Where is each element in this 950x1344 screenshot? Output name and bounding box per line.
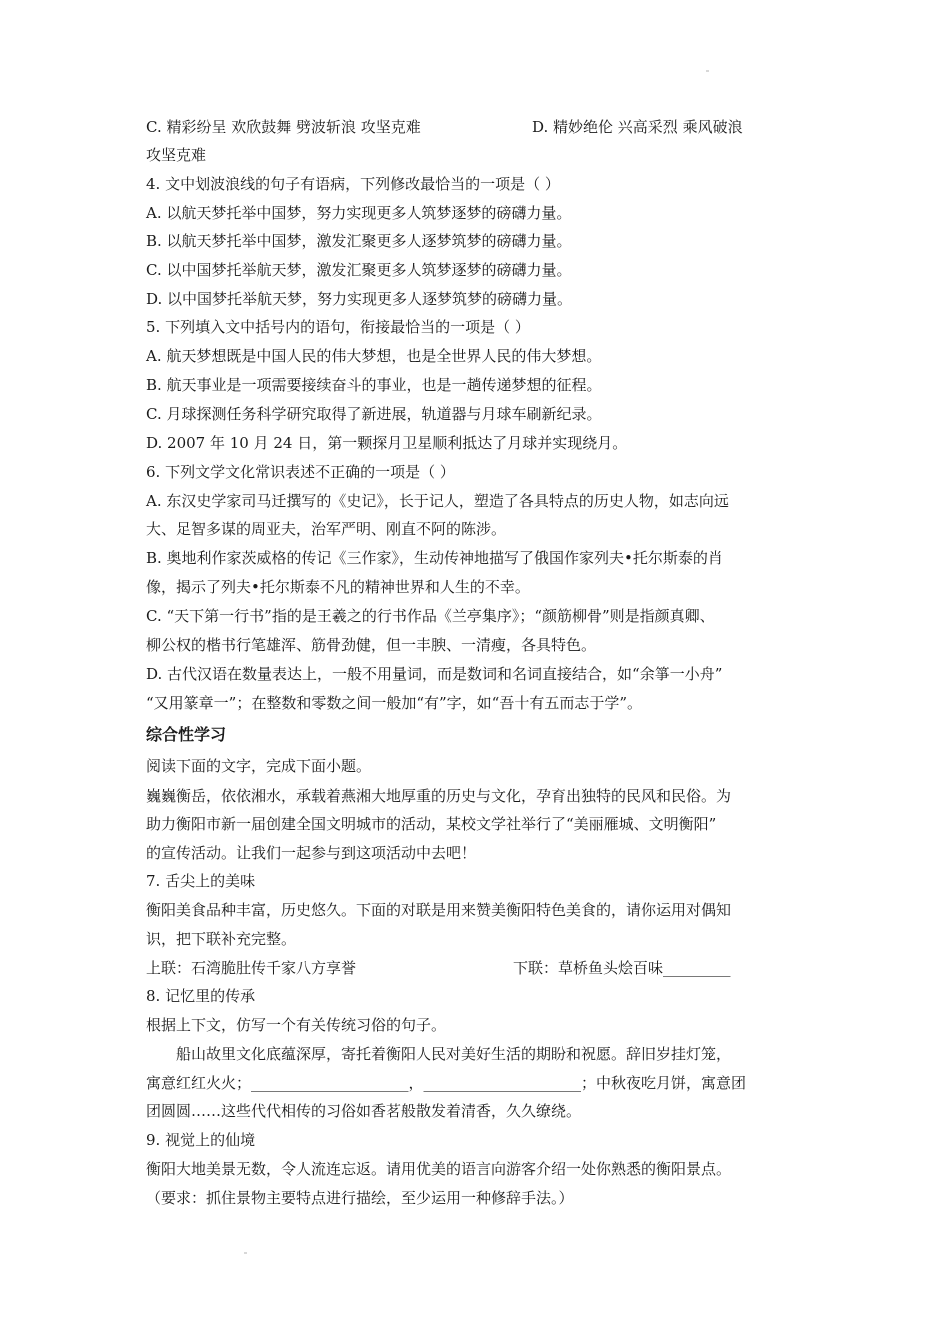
question-4-option-c: C. 以中国梦托举航天梦，激发汇聚更多人筑梦逐梦的磅礴力量。 bbox=[146, 261, 572, 279]
question-5-option-d: D. 2007 年 10 月 24 日，第一颗探月卫星顺利抵达了月球并实现绕月。 bbox=[146, 434, 628, 452]
question-7: 7. 舌尖上的美味 bbox=[146, 872, 256, 890]
question-5-option-c: C. 月球探测任务科学研究取得了新进展，轨道器与月球车刷新纪录。 bbox=[146, 405, 602, 423]
section-heading: 综合性学习 bbox=[146, 725, 227, 744]
text-line: 攻坚克难 bbox=[146, 146, 207, 164]
question-8: 8. 记忆里的传承 bbox=[146, 987, 256, 1005]
question-6-option-c: C. “天下第一行书”指的是王羲之的行书作品《兰亭集序》；“颜筋柳骨”则是指颜真卿、 bbox=[146, 607, 715, 625]
passage-line: 团圆圆……这些代代相传的习俗如香茗般散发着清香，久久缭绕。 bbox=[146, 1102, 582, 1120]
question-4: 4. 文中划波浪线的句子有语病，下列修改最恰当的一项是（ ） bbox=[146, 175, 560, 193]
passage-line: 船山故里文化底蕴深厚，寄托着衡阳人民对美好生活的期盼和祝愿。辞旧岁挂灯笼， bbox=[176, 1045, 732, 1063]
question-4-option-a: A. 以航天梦托举中国梦，努力实现更多人筑梦逐梦的磅礴力量。 bbox=[146, 204, 572, 222]
question-6: 6. 下列文学文化常识表述不正确的一项是（ ） bbox=[146, 463, 455, 481]
lower-couplet: 下联：草桥鱼头烩百味_________ bbox=[513, 959, 731, 977]
fill-in-line: 寓意红红火火；_____________________，_____________________；中秋夜吃月饼，寓意团 bbox=[146, 1074, 747, 1092]
question-9-text: 衡阳大地美景无数，令人流连忘返。请用优美的语言向游客介绍一处你熟悉的衡阳景点。 bbox=[146, 1160, 732, 1178]
text-line: “又用篆章一”；在整数和零数之间一般加“有”字，如“吾十有五而志于学”。 bbox=[146, 694, 643, 712]
question-6-option-a: A. 东汉史学家司马迁撰写的《史记》，长于记人，塑造了各具特点的历史人物，如志向远 bbox=[146, 492, 729, 510]
option-d-text: D. 精妙绝伦 兴高采烈 乘风破浪 bbox=[532, 118, 743, 136]
text-line: 柳公权的楷书行笔雄浑、筋骨劲健，但一丰腴、一清瘦，各具特色。 bbox=[146, 636, 597, 654]
passage-line: 的宣传活动。让我们一起参与到这项活动中去吧！ bbox=[146, 844, 477, 862]
option-c-text: C. 精彩纷呈 欢欣鼓舞 劈波斩浪 攻坚克难 bbox=[146, 118, 421, 136]
question-6-option-d: D. 古代汉语在数量表达上，一般不用量词，而是数词和名词直接结合，如“余箏一小舟” bbox=[146, 665, 723, 683]
question-7-text: 衡阳美食品种丰富，历史悠久。下面的对联是用来赞美衡阳特色美食的，请你运用对偶知 bbox=[146, 901, 732, 919]
upper-couplet: 上联：石湾脆肚传千家八方享誉 bbox=[146, 959, 357, 977]
question-9-requirement: （要求：抓住景物主要特点进行描绘，至少运用一种修辞手法。） bbox=[146, 1189, 574, 1207]
text-line: 识，把下联补充完整。 bbox=[146, 930, 297, 948]
couplet-line bbox=[146, 958, 731, 978]
question-4-option-d: D. 以中国梦托举航天梦，努力实现更多人逐梦筑梦的磅礴力量。 bbox=[146, 290, 573, 308]
question-5: 5. 下列填入文中括号内的语句，衔接最恰当的一项是（ ） bbox=[146, 318, 530, 336]
question-5-option-a: A. 航天梦想既是中国人民的伟大梦想，也是全世界人民的伟大梦想。 bbox=[146, 347, 602, 365]
passage-line: 巍巍衡岳，依依湘水，承载着燕湘大地厚重的历史与文化，孕育出独特的民风和民俗。为 bbox=[146, 787, 732, 805]
question-8-text: 根据上下文，仿写一个有关传统习俗的句子。 bbox=[146, 1016, 447, 1034]
passage-line: 助力衡阳市新一届创建全国文明城市的活动，某校文学社举行了“美丽雁城、文明衡阳” bbox=[146, 815, 717, 833]
option-6c-line bbox=[146, 117, 743, 137]
scan-speck bbox=[244, 1252, 247, 1254]
question-5-option-b: B. 航天事业是一项需要接续奋斗的事业，也是一趟传递梦想的征程。 bbox=[146, 376, 602, 394]
question-4-option-b: B. 以航天梦托举中国梦，激发汇聚更多人逐梦筑梦的磅礴力量。 bbox=[146, 232, 572, 250]
question-6-option-b: B. 奥地利作家茨威格的传记《三作家》，生动传神地描写了俄国作家列夫•托尔斯泰的肖 bbox=[146, 549, 723, 567]
text-line: 大、足智多谋的周亚夫，治军严明、刚直不阿的陈涉。 bbox=[146, 520, 507, 538]
text-line: 像，揭示了列夫•托尔斯泰不凡的精神世界和人生的不幸。 bbox=[146, 578, 530, 596]
instruction-line: 阅读下面的文字，完成下面小题。 bbox=[146, 757, 372, 775]
scan-speck bbox=[706, 70, 709, 72]
question-9: 9. 视觉上的仙境 bbox=[146, 1131, 256, 1149]
